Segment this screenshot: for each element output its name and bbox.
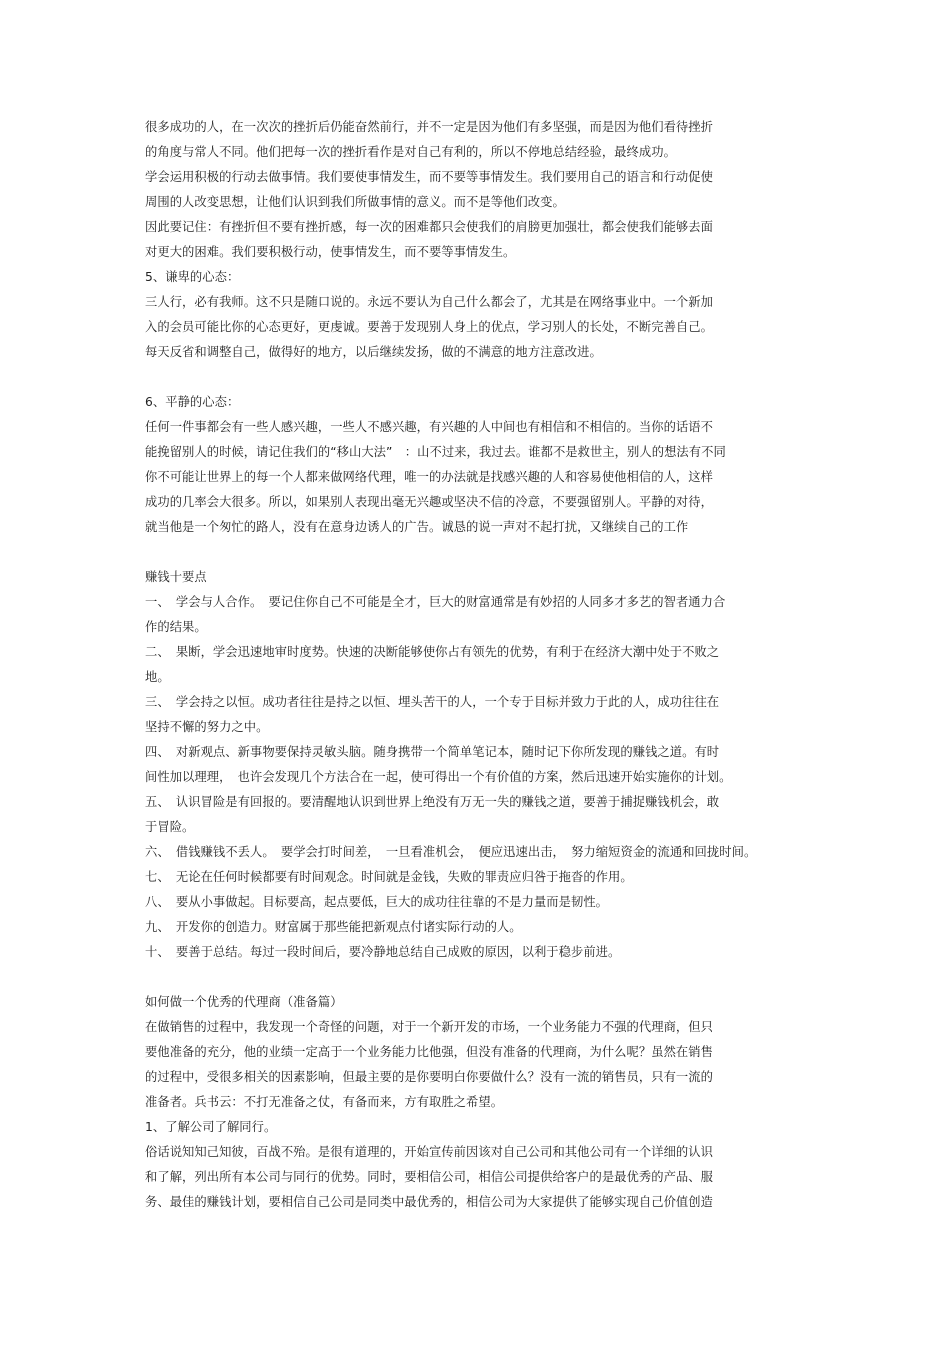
paragraph-line: 的角度与常人不同。他们把每一次的挫折看作是对自己有利的，所以不停地总结经验，最终成功。 <box>145 145 676 159</box>
list-item: 七、 无论在任何时候都要有时间观念。时间就是金钱，失败的罪责应归咎于拖沓的作用。 <box>145 870 633 884</box>
list-item-continuation: 坚持不懈的努力之中。 <box>145 720 269 734</box>
paragraph-line: 因此要记住：有挫折但不要有挫折感，每一次的困难都只会使我们的肩膀更加强壮，都会使我们能够去面 <box>145 220 713 234</box>
paragraph-line: 入的会员可能比你的心态更好，更虔诚。要善于发现别人身上的优点，学习别人的长处，不断完善自己。 <box>145 320 713 334</box>
list-item: 三、 学会持之以恒。成功者往往是持之以恒、埋头苦干的人，一个专于目标并致力于此的人，成功往往在 <box>145 695 720 709</box>
list-item-continuation: 间性加以理理， 也许会发现几个方法合在一起，使可得出一个有价值的方案，然后迅速开始实施你的计划。 <box>145 770 732 784</box>
paragraph-line: 三人行，必有我师。这不只是随口说的。永远不要认为自己什么都会了，尤其是在网络事业中。一个新加 <box>145 295 713 309</box>
paragraph-line: 成功的几率会大很多。所以，如果别人表现出毫无兴趣或坚决不信的冷意，不要强留别人。平静的对待， <box>145 495 713 509</box>
paragraph-line: 很多成功的人，在一次次的挫折后仍能奋然前行，并不一定是因为他们有多坚强，而是因为他们看待挫折 <box>145 120 713 134</box>
paragraph-line: 务、最佳的赚钱计划，要相信自己公司是同类中最优秀的，相信公司为大家提供了能够实现自己价值创造 <box>145 1195 713 1209</box>
list-item-continuation: 于冒险。 <box>145 820 195 834</box>
section-heading: 6、平静的心态： <box>145 395 240 409</box>
list-item-continuation: 地。 <box>145 670 170 684</box>
list-item: 九、 开发你的创造力。财富属于那些能把新观点付诸实际行动的人。 <box>145 920 522 934</box>
paragraph-line: 俗话说知知己知彼，百战不殆。是很有道理的，开始宣传前因该对自己公司和其他公司有一个详细的认识 <box>145 1145 713 1159</box>
paragraph-line: 在做销售的过程中，我发现一个奇怪的问题，对于一个新开发的市场，一个业务能力不强的代理商，但只 <box>145 1020 713 1034</box>
paragraph-line: 能挽留别人的时候，请记住我们的“移山大法” ：山不过来，我过去。谁都不是救世主，别人的想法有不同 <box>145 445 726 459</box>
section-heading: 5、谦卑的心态： <box>145 270 240 284</box>
paragraph-line: 准备者。兵书云：不打无准备之仗，有备而来，方有取胜之希望。 <box>145 1095 504 1109</box>
list-item: 一、 学会与人合作。 要记住你自己不可能是全才，巨大的财富通常是有妙招的人同多才多艺的智者通力合 <box>145 595 726 609</box>
paragraph-line: 和了解，列出所有本公司与同行的优势。同时，要相信公司，相信公司提供给客户的是最优秀的产品、服 <box>145 1170 713 1184</box>
paragraph-line: 任何一件事都会有一些人感兴趣，一些人不感兴趣，有兴趣的人中间也有相信和不相信的。当你的话语不 <box>145 420 713 434</box>
list-item: 八、 要从小事做起。目标要高，起点要低，巨大的成功往往靠的不是力量而是韧性。 <box>145 895 609 909</box>
paragraph-line: 要他准备的充分，他的业绩一定高于一个业务能力比他强，但没有准备的代理商，为什么呢？虽然在销售 <box>145 1045 713 1059</box>
section-heading: 赚钱十要点 <box>145 570 207 584</box>
list-item: 十、 要善于总结。每过一段时间后，要冷静地总结自己成败的原因，以利于稳步前进。 <box>145 945 621 959</box>
paragraph-line: 周围的人改变思想，让他们认识到我们所做事情的意义。而不是等他们改变。 <box>145 195 565 209</box>
list-item: 六、 借钱赚钱不丢人。 要学会打时间差， 一旦看准机会， 便应迅速出击， 努力缩短资金的流通和回拢时间。 <box>145 845 757 859</box>
paragraph-line: 学会运用积极的行动去做事情。我们要使事情发生，而不要等事情发生。我们要用自己的语言和行动促使 <box>145 170 713 184</box>
paragraph-line: 就当他是一个匆忙的路人，没有在意身边诱人的广告。诚恳的说一声对不起打扰，又继续自己的工作 <box>145 520 689 534</box>
list-item: 二、 果断，学会迅速地审时度势。快速的决断能够使你占有领先的优势，有利于在经济大潮中处于不败之 <box>145 645 720 659</box>
section-heading: 如何做一个优秀的代理商（准备篇） <box>145 995 343 1009</box>
paragraph-line: 每天反省和调整自己，做得好的地方，以后继续发扬，做的不满意的地方注意改进。 <box>145 345 602 359</box>
list-item: 四、 对新观点、新事物要保持灵敏头脑。随身携带一个简单笔记本，随时记下你所发现的赚钱之道。有时 <box>145 745 720 759</box>
paragraph-line: 对更大的困难。我们要积极行动，使事情发生，而不要等事情发生。 <box>145 245 516 259</box>
list-item: 五、 认识冒险是有回报的。要清醒地认识到世界上绝没有万无一失的赚钱之道，要善于捕捉赚钱机会，敢 <box>145 795 720 809</box>
paragraph-line: 的过程中，受很多相关的因素影响，但最主要的是你要明白你要做什么？没有一流的销售员，只有一流的 <box>145 1070 713 1084</box>
section-heading: 1、了解公司了解同行。 <box>145 1120 277 1134</box>
list-item-continuation: 作的结果。 <box>145 620 207 634</box>
paragraph-line: 你不可能让世界上的每一个人都来做网络代理，唯一的办法就是找感兴趣的人和容易使他相信的人，这样 <box>145 470 713 484</box>
